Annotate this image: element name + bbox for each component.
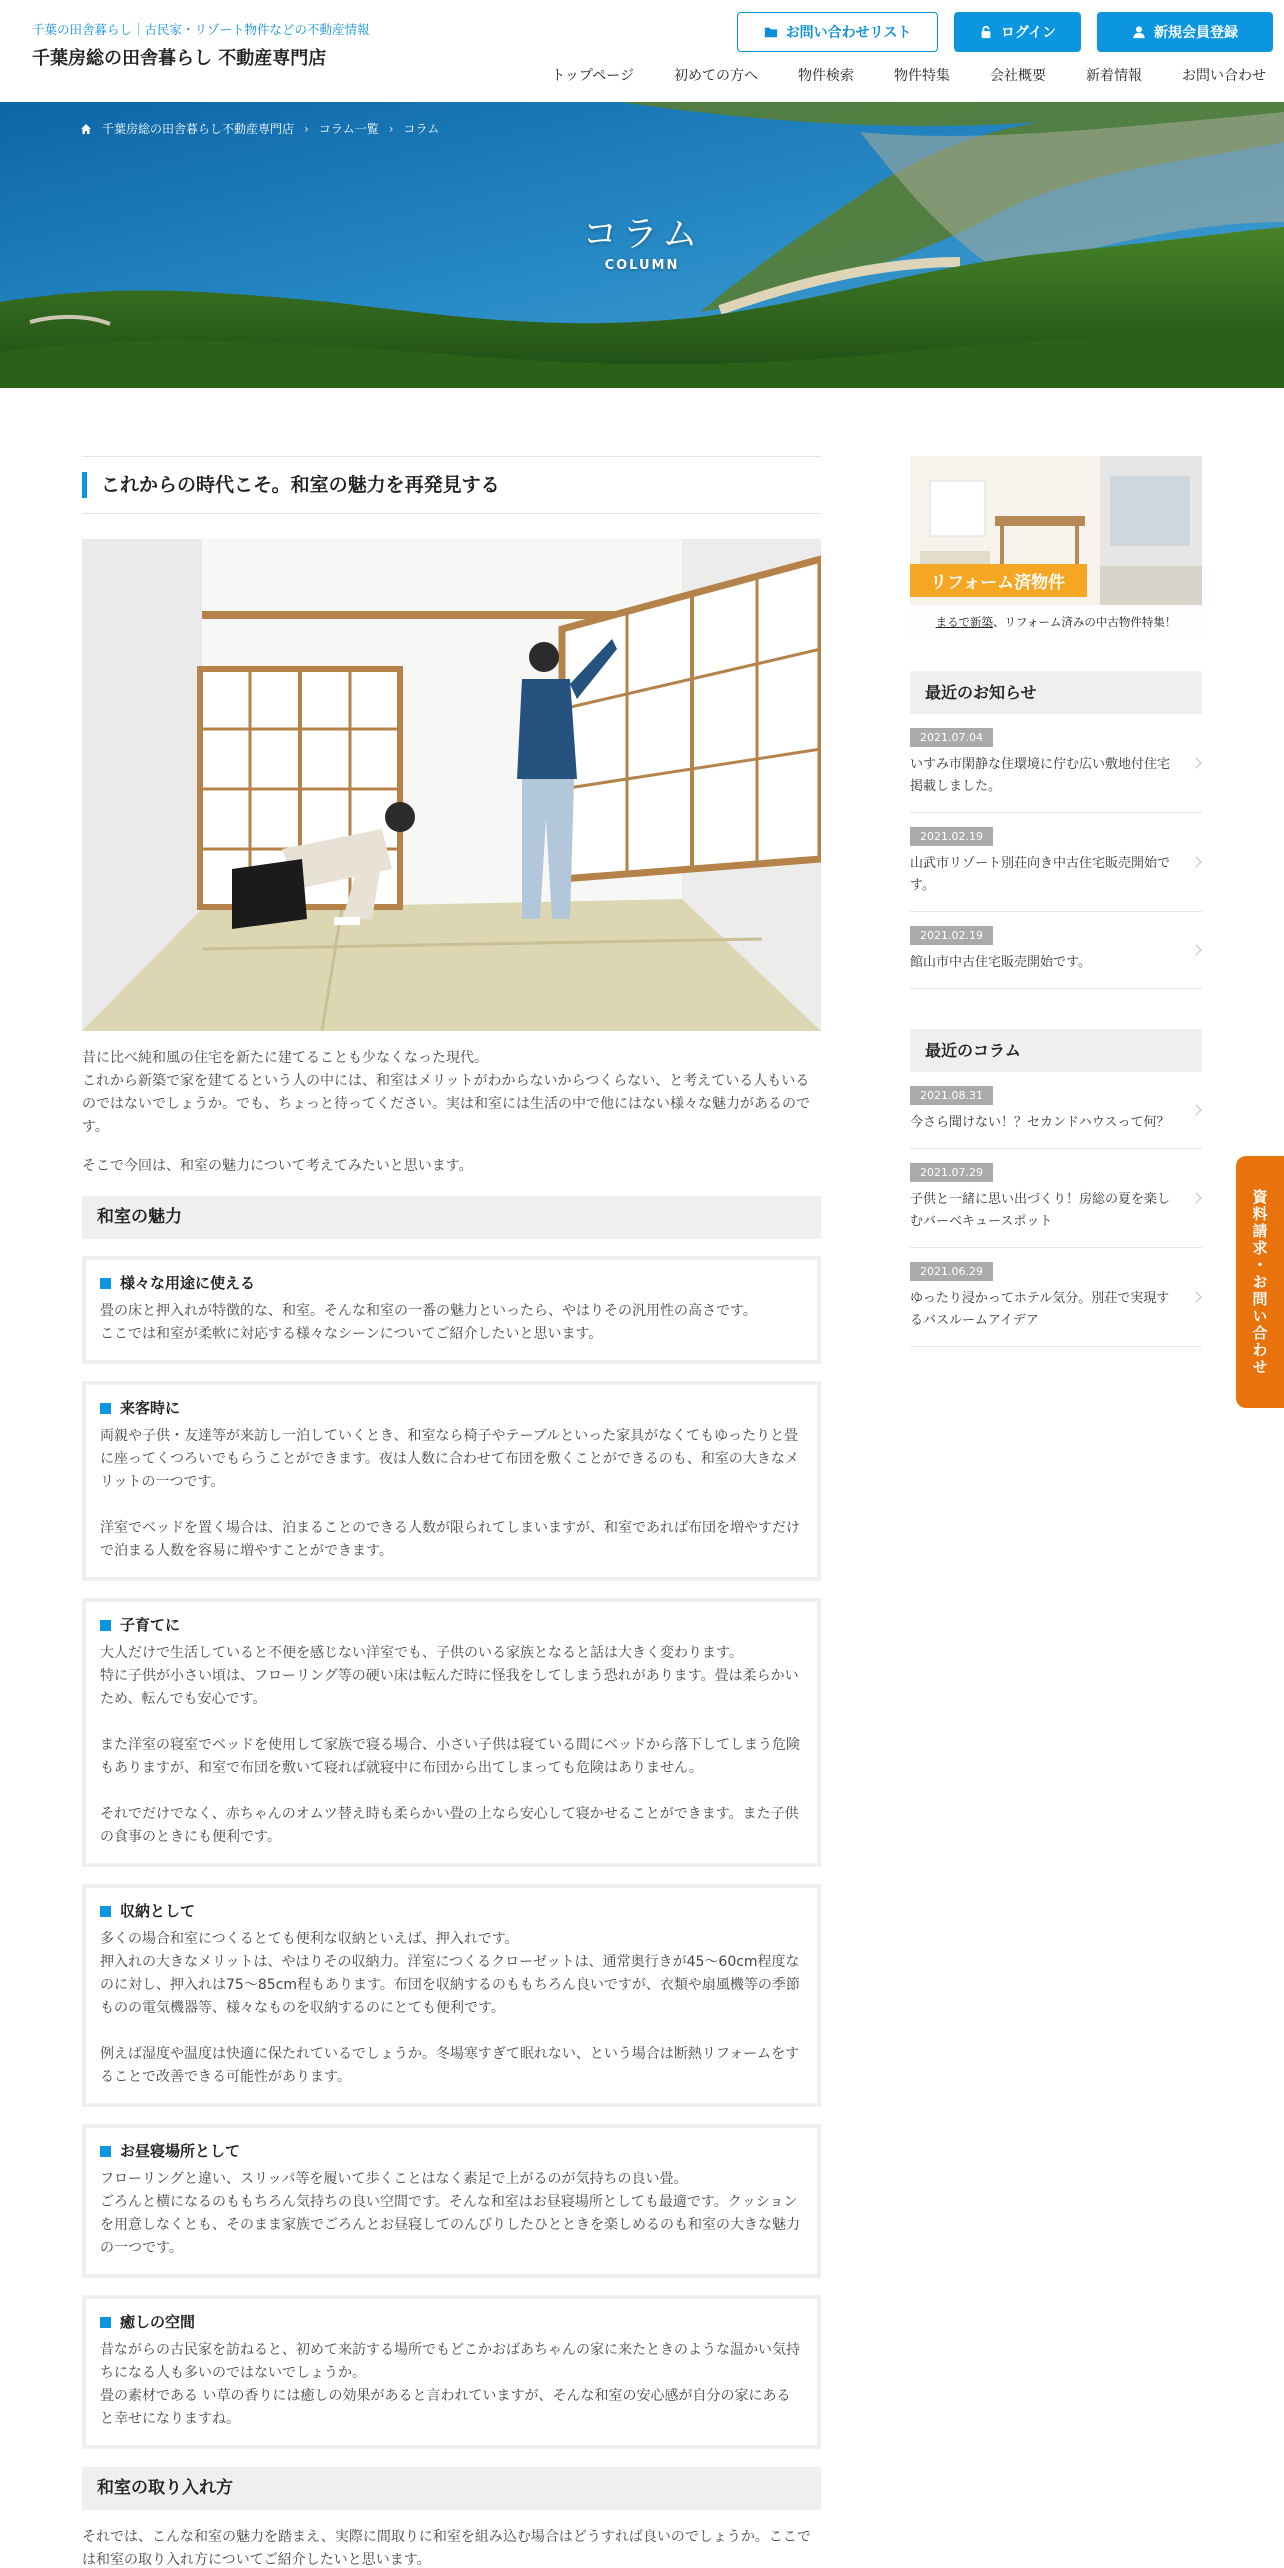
reform-banner[interactable]	[910, 456, 1202, 639]
page-subtitle: COLUMN	[604, 258, 680, 273]
column-item[interactable]	[910, 1248, 1202, 1347]
square-bullet-icon	[100, 1620, 111, 1631]
chevron-right-icon	[1190, 1104, 1201, 1115]
news-date: 2021.07.04	[910, 728, 993, 747]
news-title: 館山市中古住宅販売開始です。	[910, 955, 1091, 970]
banner-label: リフォーム済物件	[910, 564, 1087, 597]
page-title: コラム	[582, 214, 702, 255]
feature-card	[82, 1381, 821, 1581]
divider	[82, 456, 821, 457]
divider	[82, 513, 821, 514]
site-tagline: 千葉の田舎暮らし｜古民家・リゾート物件などの不動産情報	[32, 22, 370, 37]
login-button[interactable]	[954, 12, 1081, 52]
news-title: いすみ市閑静な住環境に佇む広い敷地付住宅掲載しました。	[910, 757, 1171, 794]
card-title: 子育てに	[120, 1616, 181, 1634]
home-icon	[80, 123, 92, 135]
news-item[interactable]	[910, 912, 1202, 989]
folder-icon	[764, 25, 778, 39]
feature-card	[82, 1884, 821, 2107]
card-text: 例えば湿度や温度は快適に保たれているでしょうか。冬場寒すぎて眠れない、という場合は断熱リフォームをすることで改善できる可能性があります。	[100, 2046, 800, 2085]
register-label: 新規会員登録	[1154, 25, 1238, 41]
lock-icon	[979, 25, 993, 39]
square-bullet-icon	[100, 1278, 111, 1289]
breadcrumb-current: コラム	[403, 122, 440, 136]
nav-news[interactable]: 新着情報	[1086, 68, 1142, 84]
square-bullet-icon	[100, 1906, 111, 1917]
card-text: 大人だけで生活していると不便を感じない洋室でも、子供のいる家族となると話は大きく変わります。 特に子供が小さい頃は、フローリング等の硬い床は転んだ時に怪我をしてしまう恐れがあります。畳は柔らかいため、転んでも安心です。	[100, 1645, 799, 1707]
nav-company[interactable]: 会社概要	[990, 68, 1046, 84]
column-title: ゆったり浸かってホテル気分。別荘で実現するバスルームアイデア	[910, 1291, 1170, 1328]
card-title: 様々な用途に使える	[120, 1274, 256, 1292]
card-title: 収納として	[120, 1902, 196, 1920]
request-inquiry-tab[interactable]: 資料請求・お問い合わせ	[1236, 1156, 1284, 1408]
intro-paragraph: 昔に比べ純和風の住宅を新たに建てることも少なくなった現代。 これから新築で家を建てるという人の中には、和室はメリットがわからないからつくらない、と考えている人もいるのではないでしょうか。でも、ちょっと待ってください。実は和室には生活の中で他にはない様々な魅力があるのです。	[82, 1050, 810, 1135]
section-paragraph: それでは、こんな和室の魅力を踏まえ、実際に間取りに和室を組み込む場合はどうすれば良いのでしょうか。ここでは和室の取り入れ方についてご紹介したいと思います。	[82, 2529, 811, 2568]
square-bullet-icon	[100, 1403, 111, 1414]
nav-search[interactable]: 物件検索	[798, 68, 854, 84]
article	[82, 456, 821, 2568]
card-text: 昔ながらの古民家を訪ねると、初めて来訪する場所でもどこかおばあちゃんの家に来たときのような温かい気持ちになる人も多いのではないでしょうか。 畳の素材である い草の香りには癒しの効果があると言われていますが、そんな和室の安心感が自分の家にあると幸せになりますね。	[100, 2342, 800, 2427]
user-icon	[1132, 25, 1146, 39]
chevron-right-icon	[1190, 856, 1201, 867]
chevron-right-icon: ›	[388, 121, 394, 136]
column-item[interactable]	[910, 1072, 1202, 1149]
nav-features[interactable]: 物件特集	[894, 68, 950, 84]
card-text: 洋室でベッドを置く場合は、泊まることのできる人数が限られてしまいますが、和室であれば布団を増やすだけで泊まる人数を容易に増やすことができます。	[100, 1520, 800, 1559]
login-label: ログイン	[1000, 25, 1057, 41]
news-date: 2021.02.19	[910, 926, 993, 945]
card-title: 癒しの空間	[120, 2313, 196, 2331]
card-text: フローリングと違い、スリッパ等を履いて歩くことはなく素足で上がるのが気持ちの良い畳。 ごろんと横になるのももちろん気持ちの良い空間です。そんな和室はお昼寝場所としても最適です。クッションを用意しなくとも、そのまま家族でごろんとお昼寝してのんびりしたひとときを楽しめるのも和室の大きな魅力の一つです。	[100, 2171, 800, 2256]
hero-banner	[0, 102, 1284, 388]
global-nav	[531, 64, 1266, 88]
breadcrumb-column-list[interactable]: コラム一覧	[318, 122, 379, 136]
article-title: これからの時代こそ。和室の魅力を再発見する	[82, 472, 821, 498]
breadcrumb-home[interactable]: 千葉房総の田舎暮らし不動産専門店	[102, 122, 295, 136]
feature-card	[82, 1598, 821, 1867]
inquiry-list-button[interactable]	[737, 12, 938, 52]
breadcrumb	[80, 120, 439, 137]
card-text: また洋室の寝室でベッドを使用して家族で寝る場合、小さい子供は寝ている間にベッドから落下してしまう危険もありますが、和室で布団を敷いて寝れば就寝中に布団から出てしまっても危険はありません。	[100, 1737, 800, 1776]
column-date: 2021.06.29	[910, 1262, 993, 1281]
nav-top[interactable]: トップページ	[551, 68, 634, 84]
square-bullet-icon	[100, 2317, 111, 2328]
card-text: 多くの場合和室につくるとても便利な収納といえば、押入れです。 押入れの大きなメリットは、やはりその収納力。洋室につくるクローゼットは、通常奥行きが45～60cm程度なのに対し、押入れは75～85cm程もあります。布団を収納するのももちろん良いですが、衣類や扇風機等の季節ものの電気機器等、様々なものを収納するのにとても便利です。	[100, 1931, 800, 2016]
card-title: お昼寝場所として	[120, 2142, 241, 2160]
news-title: 山武市リゾート別荘向き中古住宅販売開始です。	[910, 856, 1171, 893]
section-heading: 和室の取り入れ方	[82, 2467, 821, 2510]
news-item[interactable]	[910, 714, 1202, 813]
feature-card	[82, 2124, 821, 2278]
column-date: 2021.07.29	[910, 1163, 993, 1182]
columns-heading: 最近のコラム	[910, 1029, 1202, 1072]
chevron-right-icon	[1190, 757, 1201, 768]
nav-contact[interactable]: お問い合わせ	[1182, 68, 1266, 84]
banner-caption: まるで新築、リフォーム済みの中古物件特集！	[910, 605, 1202, 639]
square-bullet-icon	[100, 2146, 111, 2157]
chevron-right-icon	[1190, 1291, 1201, 1302]
feature-card	[82, 2295, 821, 2449]
register-button[interactable]	[1097, 12, 1273, 52]
nav-beginners[interactable]: 初めての方へ	[674, 68, 758, 84]
column-item[interactable]	[910, 1149, 1202, 1248]
chevron-right-icon	[1190, 944, 1201, 955]
intro-paragraph: そこで今回は、和室の魅力について考えてみたいと思います。	[82, 1158, 473, 1174]
column-date: 2021.08.31	[910, 1086, 993, 1105]
article-photo	[82, 539, 821, 1031]
inquiry-list-label: お問い合わせリスト	[785, 25, 912, 41]
card-text: 両親や子供・友達等が来訪し一泊していくとき、和室なら椅子やテーブルといった家具がなくてもゆったりと畳に座ってくつろいでもらうことができます。夜は人数に合わせて布団を敷くことができるのも、和室の大きなメリットの一つです。	[100, 1428, 799, 1490]
card-text: それでだけでなく、赤ちゃんのオムツ替え時も柔らかい畳の上なら安心して寝かせることができます。また子供の食事のときにも便利です。	[100, 1806, 799, 1845]
news-heading: 最近のお知らせ	[910, 671, 1202, 714]
chevron-right-icon	[1190, 1192, 1201, 1203]
sidebar	[910, 456, 1202, 1347]
card-title: 来客時に	[120, 1399, 181, 1417]
column-title: 今さら聞けない！？セカンドハウスって何？	[910, 1115, 1170, 1130]
site-logo[interactable]: 千葉房総の田舎暮らし 不動産専門店	[32, 48, 327, 69]
chevron-right-icon: ›	[304, 121, 309, 136]
site-header	[0, 0, 1284, 102]
card-text: 畳の床と押入れが特徴的な、和室。そんな和室の一番の魅力といったら、やはりその汎用性の高さです。 ここでは和室が柔軟に対応する様々なシーンについてご紹介したいと思います。	[100, 1303, 757, 1342]
section-heading: 和室の魅力	[82, 1196, 821, 1239]
feature-card	[82, 1256, 821, 1364]
column-title: 子供と一緒に思い出づくり！房総の夏を楽しむバーベキュースポット	[910, 1192, 1171, 1229]
news-item[interactable]	[910, 813, 1202, 912]
news-date: 2021.02.19	[910, 827, 993, 846]
